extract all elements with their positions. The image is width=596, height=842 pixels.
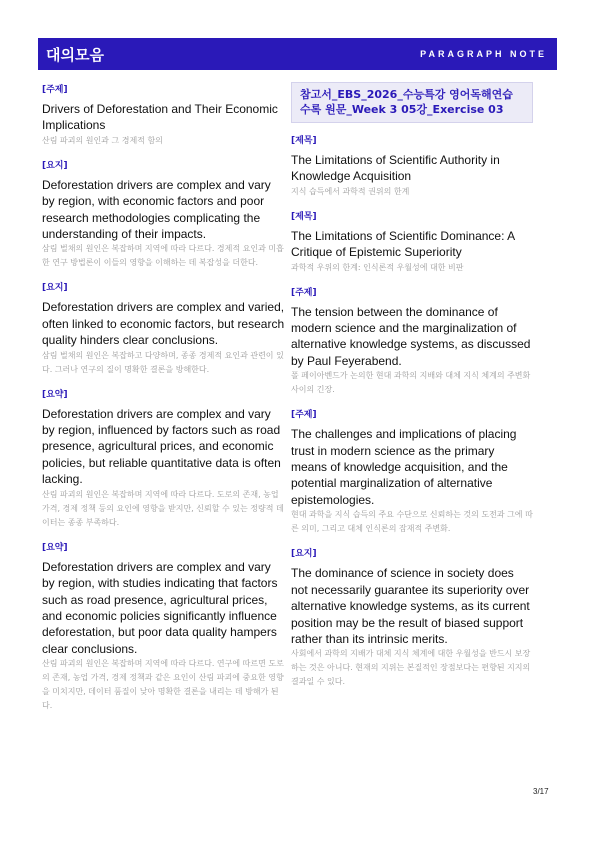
header-tag: PARAGRAPH NOTE (420, 49, 547, 59)
note-korean: 산림 파괴의 원인과 그 경제적 함의 (42, 135, 163, 145)
note-block (291, 285, 533, 398)
note-block (291, 133, 533, 199)
note-korean: 산림 파괴의 원인은 복잡하며 지역에 따라 다르다. 도로의 존재, 농업 가격, 경제 정책 등의 요인에 영향을 받지만, 신뢰할 수 있는 정량적 데이터는 종종 부족하다. (42, 489, 284, 527)
reference-box: 참고서_EBS_2026_수능특강 영어독해연습 수록 원문_Week 3 05강_Exercise 03 (291, 82, 533, 123)
note-english: Deforestation drivers are complex and vary by region, with economic factors and poor research methodologies complicating the understanding of their impacts. (42, 177, 271, 242)
left-column (42, 82, 286, 723)
note-block (291, 209, 533, 275)
note-label: [요지] (42, 283, 68, 294)
note-english: The Limitations of Scientific Dominance: A Critique of Epistemic Superiority (291, 228, 515, 260)
note-label: [주제] (291, 410, 317, 421)
note-block (42, 387, 286, 530)
note-block (42, 280, 286, 376)
header-title: 대의모음 (46, 45, 104, 64)
note-english: The Limitations of Scientific Authority in Knowledge Acquisition (291, 153, 500, 184)
note-label: [주제] (42, 85, 68, 95)
note-english: Drivers of Deforestation and Their Economic Implications (42, 102, 278, 133)
note-korean: 폴 페이아벤드가 논의한 현대 과학의 지배와 대체 지식 체계의 주변화 사이의 긴장. (291, 371, 531, 395)
note-block (42, 540, 286, 713)
note-label: [제목] (291, 211, 317, 222)
note-english: The dominance of science in society does not necessarily guarantee its superiority over alternative knowledge systems, as its current position may be the result of biased support rather than its intrinsic merits. (291, 566, 530, 646)
right-column (291, 82, 533, 699)
note-korean: 사회에서 과학의 지배가 대체 지식 체계에 대한 우월성을 반드시 보장하는 것은 아니다. 현재의 지위는 본질적인 장점보다는 편향된 지지의 결과일 수 있다. (291, 649, 531, 687)
note-label: [요지] (291, 549, 317, 560)
note-korean: 삼림 벌채의 원인은 복잡하고 다양하며, 종종 경제적 요인과 관련이 있다. 그러나 연구의 질이 명확한 결론을 방해한다. (42, 350, 284, 374)
note-korean: 과학적 우위의 한계: 인식론적 우월성에 대한 비판 (291, 262, 464, 272)
note-english: Deforestation drivers are complex and vary by region, with studies indicating that factors such as road presence, agricultural prices, and economic policies significantly influence deforestation, but poor data quality hampers clear conclusions. (42, 559, 278, 656)
note-block (42, 158, 286, 271)
note-english: Deforestation drivers are complex and varied, often linked to economic factors, but research quality hinders clear conclusions. (42, 300, 285, 348)
page-number: 3/17 (533, 787, 549, 796)
note-english: The challenges and implications of placing trust in modern science as the primary means of knowledge acquisition, and the potential marginalization of alternative epistemologies. (291, 427, 517, 507)
note-block (291, 546, 533, 689)
note-korean: 현대 과학을 지식 습득의 주요 수단으로 신뢰하는 것의 도전과 그에 따른 의미, 그리고 대체 인식론의 잠재적 주변화. (291, 510, 533, 534)
note-label: [요약] (42, 542, 68, 553)
note-korean: 지식 습득에서 과학적 권위의 한계 (291, 186, 410, 196)
note-english: The tension between the dominance of modern science and the marginalization of alternative knowledge systems, as discussed by Paul Feyerabend. (291, 304, 531, 368)
note-label: [주제] (291, 287, 317, 298)
page-header (38, 38, 557, 70)
note-korean: 삼림 벌채의 원인은 복잡하며 지역에 따라 다르다. 경제적 요인과 미흡한 연구 방법론이 이들의 영향을 이해하는 데 복잡성을 더한다. (42, 244, 284, 268)
note-label: [제목] (291, 136, 317, 146)
note-label: [요지] (42, 160, 68, 171)
note-english: Deforestation drivers are complex and vary by region, influenced by factors such as road presence, agricultural prices, and economic policies, but reliable quantitative data is often lacking. (42, 406, 281, 487)
note-block (291, 407, 533, 536)
note-label: [요약] (42, 389, 68, 400)
note-korean: 산림 파괴의 원인은 복잡하며 지역에 따라 다르다. 연구에 따르면 도로의 존재, 농업 가격, 경제 정책과 같은 요인이 산림 파괴에 중요한 영향을 미치지만, 데이터 품질이 낮아 명확한 결론을 내리는 데 방해가 된다. (42, 659, 284, 711)
note-block (42, 82, 286, 148)
